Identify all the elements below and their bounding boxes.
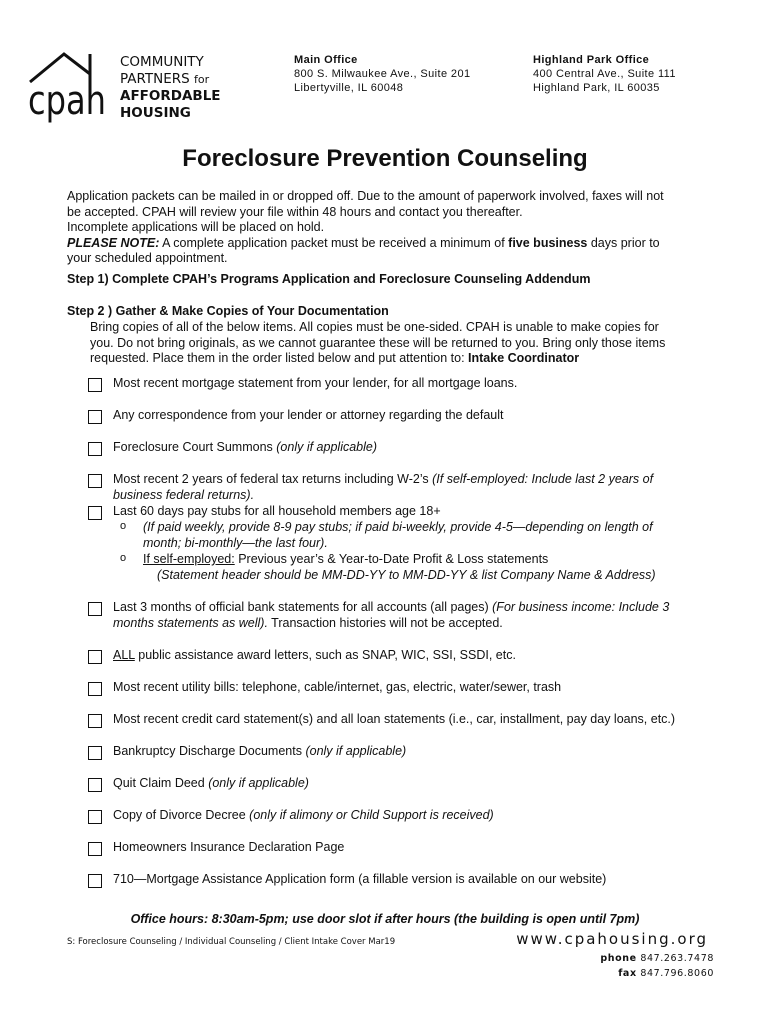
bullet-icon: o	[120, 520, 127, 532]
highland-office-street: 400 Central Ave., Suite 111	[533, 68, 676, 80]
checkbox[interactable]	[88, 474, 102, 488]
website-link[interactable]: www.cpahousing.org	[516, 930, 708, 948]
item-text-note: (only if applicable)	[208, 776, 309, 790]
office-hours: Office hours: 8:30am-5pm; use door slot if after hours (the building is open until 7pm)	[130, 912, 640, 926]
checkbox[interactable]	[88, 714, 102, 728]
checkbox[interactable]	[88, 410, 102, 424]
item-text	[113, 744, 713, 760]
subitem-line-2: month; bi-monthly—the last four).	[143, 535, 328, 550]
intro-line-3: Incomplete applications will be placed on hold.	[67, 220, 325, 235]
main-office-address	[294, 53, 470, 95]
item-text-main: Last 3 months of official bank statements for all accounts (all pages)	[113, 600, 493, 614]
item-text-main: Foreclosure Court Summons	[113, 440, 277, 454]
logo-line-4: HOUSING	[120, 105, 191, 121]
item-text: Last 60 days pay stubs for all household members age 18+	[113, 504, 441, 518]
checkbox[interactable]	[88, 650, 102, 664]
note-text-1: A complete application packet must be received a minimum of	[159, 235, 509, 250]
item-text: Most recent mortgage statement from your lender, for all mortgage loans.	[113, 376, 518, 390]
intro-line-1: Application packets can be mailed in or dropped off. Due to the amount of paperwork involved, faxes will not	[67, 189, 664, 203]
item-text-note-2: months statements as well).	[113, 615, 268, 630]
item-text	[113, 776, 713, 792]
item-text: 710—Mortgage Assistance Application form (a fillable version is available on our website)	[113, 872, 607, 886]
item-text-main: Quit Claim Deed	[113, 776, 209, 790]
step-2-instructions	[90, 320, 710, 367]
item-text-note-2: business federal returns).	[113, 487, 255, 502]
checkbox[interactable]	[88, 602, 102, 616]
logo-mark: cpah	[28, 78, 106, 124]
subitem-label: If self-employed:	[143, 552, 235, 566]
checkbox[interactable]	[88, 682, 102, 696]
subitem-text	[143, 552, 703, 583]
intro-note	[67, 236, 717, 252]
item-text-note: (only if alimony or Child Support is received)	[249, 808, 494, 822]
item-text	[113, 808, 713, 824]
step-2-line-3	[90, 351, 710, 367]
note-text-2: days prior to	[587, 235, 660, 250]
bullet-icon: o	[120, 552, 127, 564]
item-text: Homeowners Insurance Declaration Page	[113, 840, 345, 854]
checkbox[interactable]	[88, 842, 102, 856]
item-text	[113, 440, 713, 456]
checkbox[interactable]	[88, 810, 102, 824]
highland-office-city: Highland Park, IL 60035	[533, 82, 660, 94]
item-text: Any correspondence from your lender or attorney regarding the default	[113, 408, 504, 422]
checkbox[interactable]	[88, 442, 102, 456]
phone-number: 847.263.7478	[640, 953, 714, 964]
subitem-line-1: Previous year’s & Year-to-Date Profit & Loss statements	[234, 552, 549, 566]
checkbox[interactable]	[88, 506, 102, 520]
main-office-city: Libertyville, IL 60048	[294, 82, 404, 94]
step-1-heading: Step 1) Complete CPAH’s Programs Application and Foreclosure Counseling Addendum	[67, 272, 591, 286]
logo-wordmark	[120, 54, 221, 122]
logo-line-2-text: PARTNERS	[120, 71, 190, 87]
step-2-line-3-text: requested. Place them in the order listed below and put attention to:	[90, 351, 469, 366]
step-2-line-1: Bring copies of all of the below items. All copies must be one-sided. CPAH is unable to make copies for	[90, 320, 659, 334]
item-text-all: ALL	[113, 648, 135, 662]
highland-office-heading: Highland Park Office	[533, 54, 650, 66]
subitem-line-2: (Statement header should be MM-DD-YY to MM-DD-YY & list Company Name & Address)	[157, 567, 656, 582]
item-text-note: (For business income: Include 3	[492, 600, 670, 614]
subitem-line-1: (If paid weekly, provide 8-9 pay stubs; if paid bi-weekly, provide 4-5—depending on length of	[143, 520, 653, 534]
main-office-street: 800 S. Milwaukee Ave., Suite 201	[294, 68, 471, 80]
file-path: S: Foreclosure Counseling / Individual Counseling / Client Intake Cover Mar19	[67, 937, 396, 947]
item-text-main: Copy of Divorce Decree	[113, 808, 250, 822]
item-text: Most recent credit card statement(s) and all loan statements (i.e., car, installment, pay day loans, etc.)	[113, 712, 676, 726]
logo-line-2	[120, 71, 221, 88]
checkbox[interactable]	[88, 778, 102, 792]
intake-coordinator: Intake Coordinator	[468, 351, 580, 366]
item-text	[113, 648, 713, 664]
item-text-note: (only if applicable)	[305, 744, 407, 758]
item-text	[113, 472, 713, 503]
phone-label: phone	[600, 953, 637, 964]
intro-paragraph	[67, 189, 717, 267]
item-text-note: (only if applicable)	[276, 440, 378, 454]
checkbox[interactable]	[88, 874, 102, 888]
checkbox[interactable]	[88, 746, 102, 760]
fax-number: 847.796.8060	[640, 968, 714, 979]
intro-note-line-2: your scheduled appointment.	[67, 251, 228, 266]
logo-line-3: AFFORDABLE	[120, 88, 221, 104]
contact-numbers	[600, 951, 714, 981]
note-label: PLEASE NOTE:	[67, 235, 160, 250]
note-bold: five business	[508, 235, 588, 250]
intro-line-2: be accepted. CPAH will review your file within 48 hours and contact you thereafter.	[67, 204, 523, 219]
item-text: Most recent utility bills: telephone, cable/internet, gas, electric, water/sewer, trash	[113, 680, 562, 694]
logo-line-1: COMMUNITY	[120, 54, 204, 70]
page-title: Foreclosure Prevention Counseling	[182, 145, 588, 172]
highland-park-office-address	[533, 53, 676, 95]
step-2-heading: Step 2 ) Gather & Make Copies of Your Documentation	[67, 304, 389, 318]
step-2-line-2: you. Do not bring originals, as we cannot guarantee these will be returned to you. Bring only those items	[90, 335, 666, 350]
logo-line-2-for: for	[194, 73, 210, 86]
item-text-tail: Transaction histories will not be accepted.	[267, 615, 503, 630]
main-office-heading: Main Office	[294, 54, 358, 66]
subitem-text	[143, 520, 703, 551]
fax-label: fax	[618, 968, 637, 979]
fax-line	[600, 966, 714, 981]
item-text-main: Bankruptcy Discharge Documents	[113, 744, 306, 758]
checkbox[interactable]	[88, 378, 102, 392]
item-text-note: (If self-employed: Include last 2 years of	[432, 472, 654, 486]
phone-line	[600, 951, 714, 966]
item-text	[113, 600, 713, 631]
item-text-main: public assistance award letters, such as SNAP, WIC, SSI, SSDI, etc.	[134, 648, 516, 662]
item-text-main: Most recent 2 years of federal tax returns including W-2’s	[113, 472, 433, 486]
